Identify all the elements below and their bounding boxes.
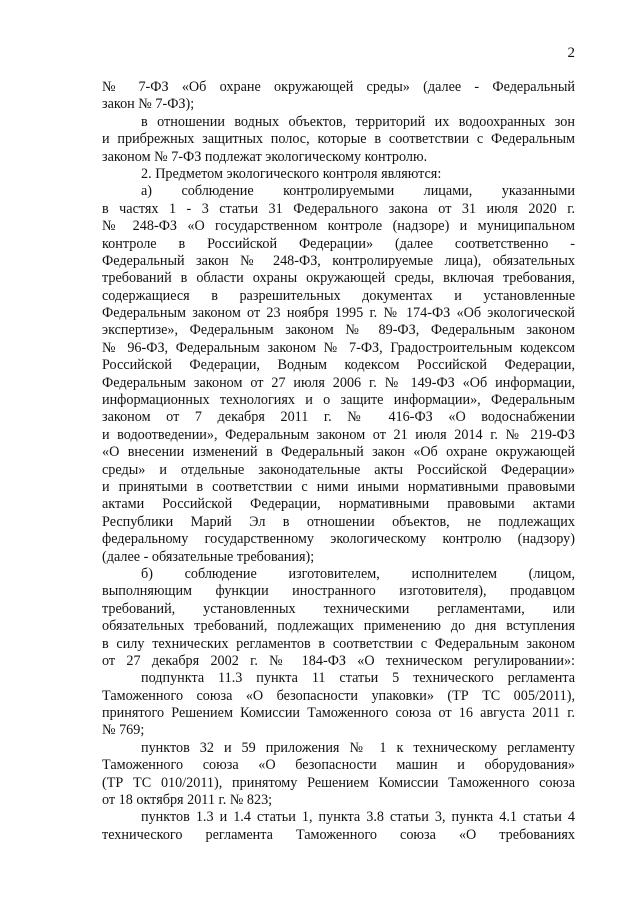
page-number: 2 (567, 45, 575, 61)
text-line: и прибрежных защитных полос, которые в соответствии с Федеральным (102, 131, 575, 148)
text-line: пунктов 1.3 и 1.4 статьи 1, пункта 3.8 статьи 3, пункта 4.1 статьи 4 (141, 809, 575, 826)
text-line: Таможенного союза «О безопасности упаковки» (ТР ТС 005/2011), (102, 687, 575, 704)
text-line: требований, установленных техническими регламентами, или (102, 600, 575, 617)
text-line: «О внесении изменений в Федеральный закон «Об охране окружающей (102, 444, 575, 461)
text-line: контроле в Российской Федерации» (далее соответственно - (102, 235, 575, 252)
text-line: Федеральный закон № 248-ФЗ, контролируемые лица), обязательных (102, 252, 575, 269)
text-line: от 18 октября 2011 г. № 823; (102, 792, 273, 809)
text-line: от 27 декабря 2002 г. № 184-ФЗ «О техническом регулировании»: (102, 652, 575, 669)
text-line: федеральному государственному экологическому контролю (надзору) (102, 531, 575, 548)
document-body (102, 79, 575, 844)
text-line: № 96-ФЗ, Федеральным законом № 7-ФЗ, Градостроительным кодексом (102, 339, 575, 356)
text-line: технического регламента Таможенного союза «О требованиях (102, 826, 575, 843)
text-line: Федеральным законом от 27 июля 2006 г. № 149-ФЗ «Об информации, (102, 374, 575, 391)
text-line: выполняющим функции иностранного изготовителя), продавцом (102, 583, 575, 600)
text-line: законом от 7 декабря 2011 г. № 416-ФЗ «О водоснабжении (102, 409, 575, 426)
text-line: Республики Марий Эл в отношении объектов, не подлежащих (102, 513, 575, 530)
text-line: Российской Федерации, Водным кодексом Российской Федерации, (102, 357, 575, 374)
text-line: в частях 1 - 3 статьи 31 Федерального закона от 31 июля 2020 г. (102, 200, 575, 217)
text-line: Федеральным законом от 23 ноября 1995 г. № 174-ФЗ «Об экологической (102, 305, 575, 322)
text-line: в силу технических регламентов в соответствии с Федеральным законом (102, 635, 575, 652)
text-line: и принятыми в соответствии с ними иными нормативными правовыми (102, 478, 575, 495)
text-line: а) соблюдение контролируемыми лицами, указанными (141, 183, 575, 200)
text-line: содержащиеся в разрешительных документах и установленные (102, 287, 575, 304)
text-line: № 769; (102, 722, 145, 739)
text-line: в отношении водных объектов, территорий их водоохранных зон (141, 113, 575, 130)
text-line: законом № 7-ФЗ подлежат экологическому контролю. (102, 148, 428, 165)
text-line: № 248-ФЗ «О государственном контроле (надзоре) и муниципальном (102, 218, 575, 235)
text-line: (далее - обязательные требования); (102, 548, 315, 565)
text-line: подпункта 11.3 пункта 11 статьи 5 технического регламента (141, 670, 575, 687)
text-line: принятого Решением Комиссии Таможенного союза от 16 августа 2011 г. (102, 705, 575, 722)
text-line: экспертизе», Федеральным законом № 89-ФЗ, Федеральным законом (102, 322, 575, 339)
text-line: пунктов 32 и 59 приложения № 1 к техническому регламенту (141, 739, 575, 756)
text-line: требований в области охраны окружающей среды, включая требования, (102, 270, 575, 287)
text-line: (ТР ТС 010/2011), принятому Решением Комиссии Таможенного союза (102, 774, 575, 791)
text-line: Таможенного союза «О безопасности машин и оборудования» (102, 757, 575, 774)
text-line: закон № 7-ФЗ); (102, 96, 195, 113)
text-line: информационных технологиях и о защите информации», Федеральным (102, 392, 575, 409)
text-line: и водоотведении», Федеральным законом от 21 июля 2014 г. № 219-ФЗ (102, 426, 575, 443)
text-line: обязательных требований, подлежащих применению до дня вступления (102, 618, 575, 635)
text-line: № 7-ФЗ «Об охране окружающей среды» (далее - Федеральный (102, 79, 575, 95)
text-line: среды» и отдельные законодательные акты Российской Федерации» (102, 461, 575, 478)
text-line: 2. Предметом экологического контроля являются: (141, 165, 442, 182)
text-line: б) соблюдение изготовителем, исполнителем (лицом, (141, 565, 575, 582)
text-line: актами Российской Федерации, нормативными правовыми актами (102, 496, 575, 513)
